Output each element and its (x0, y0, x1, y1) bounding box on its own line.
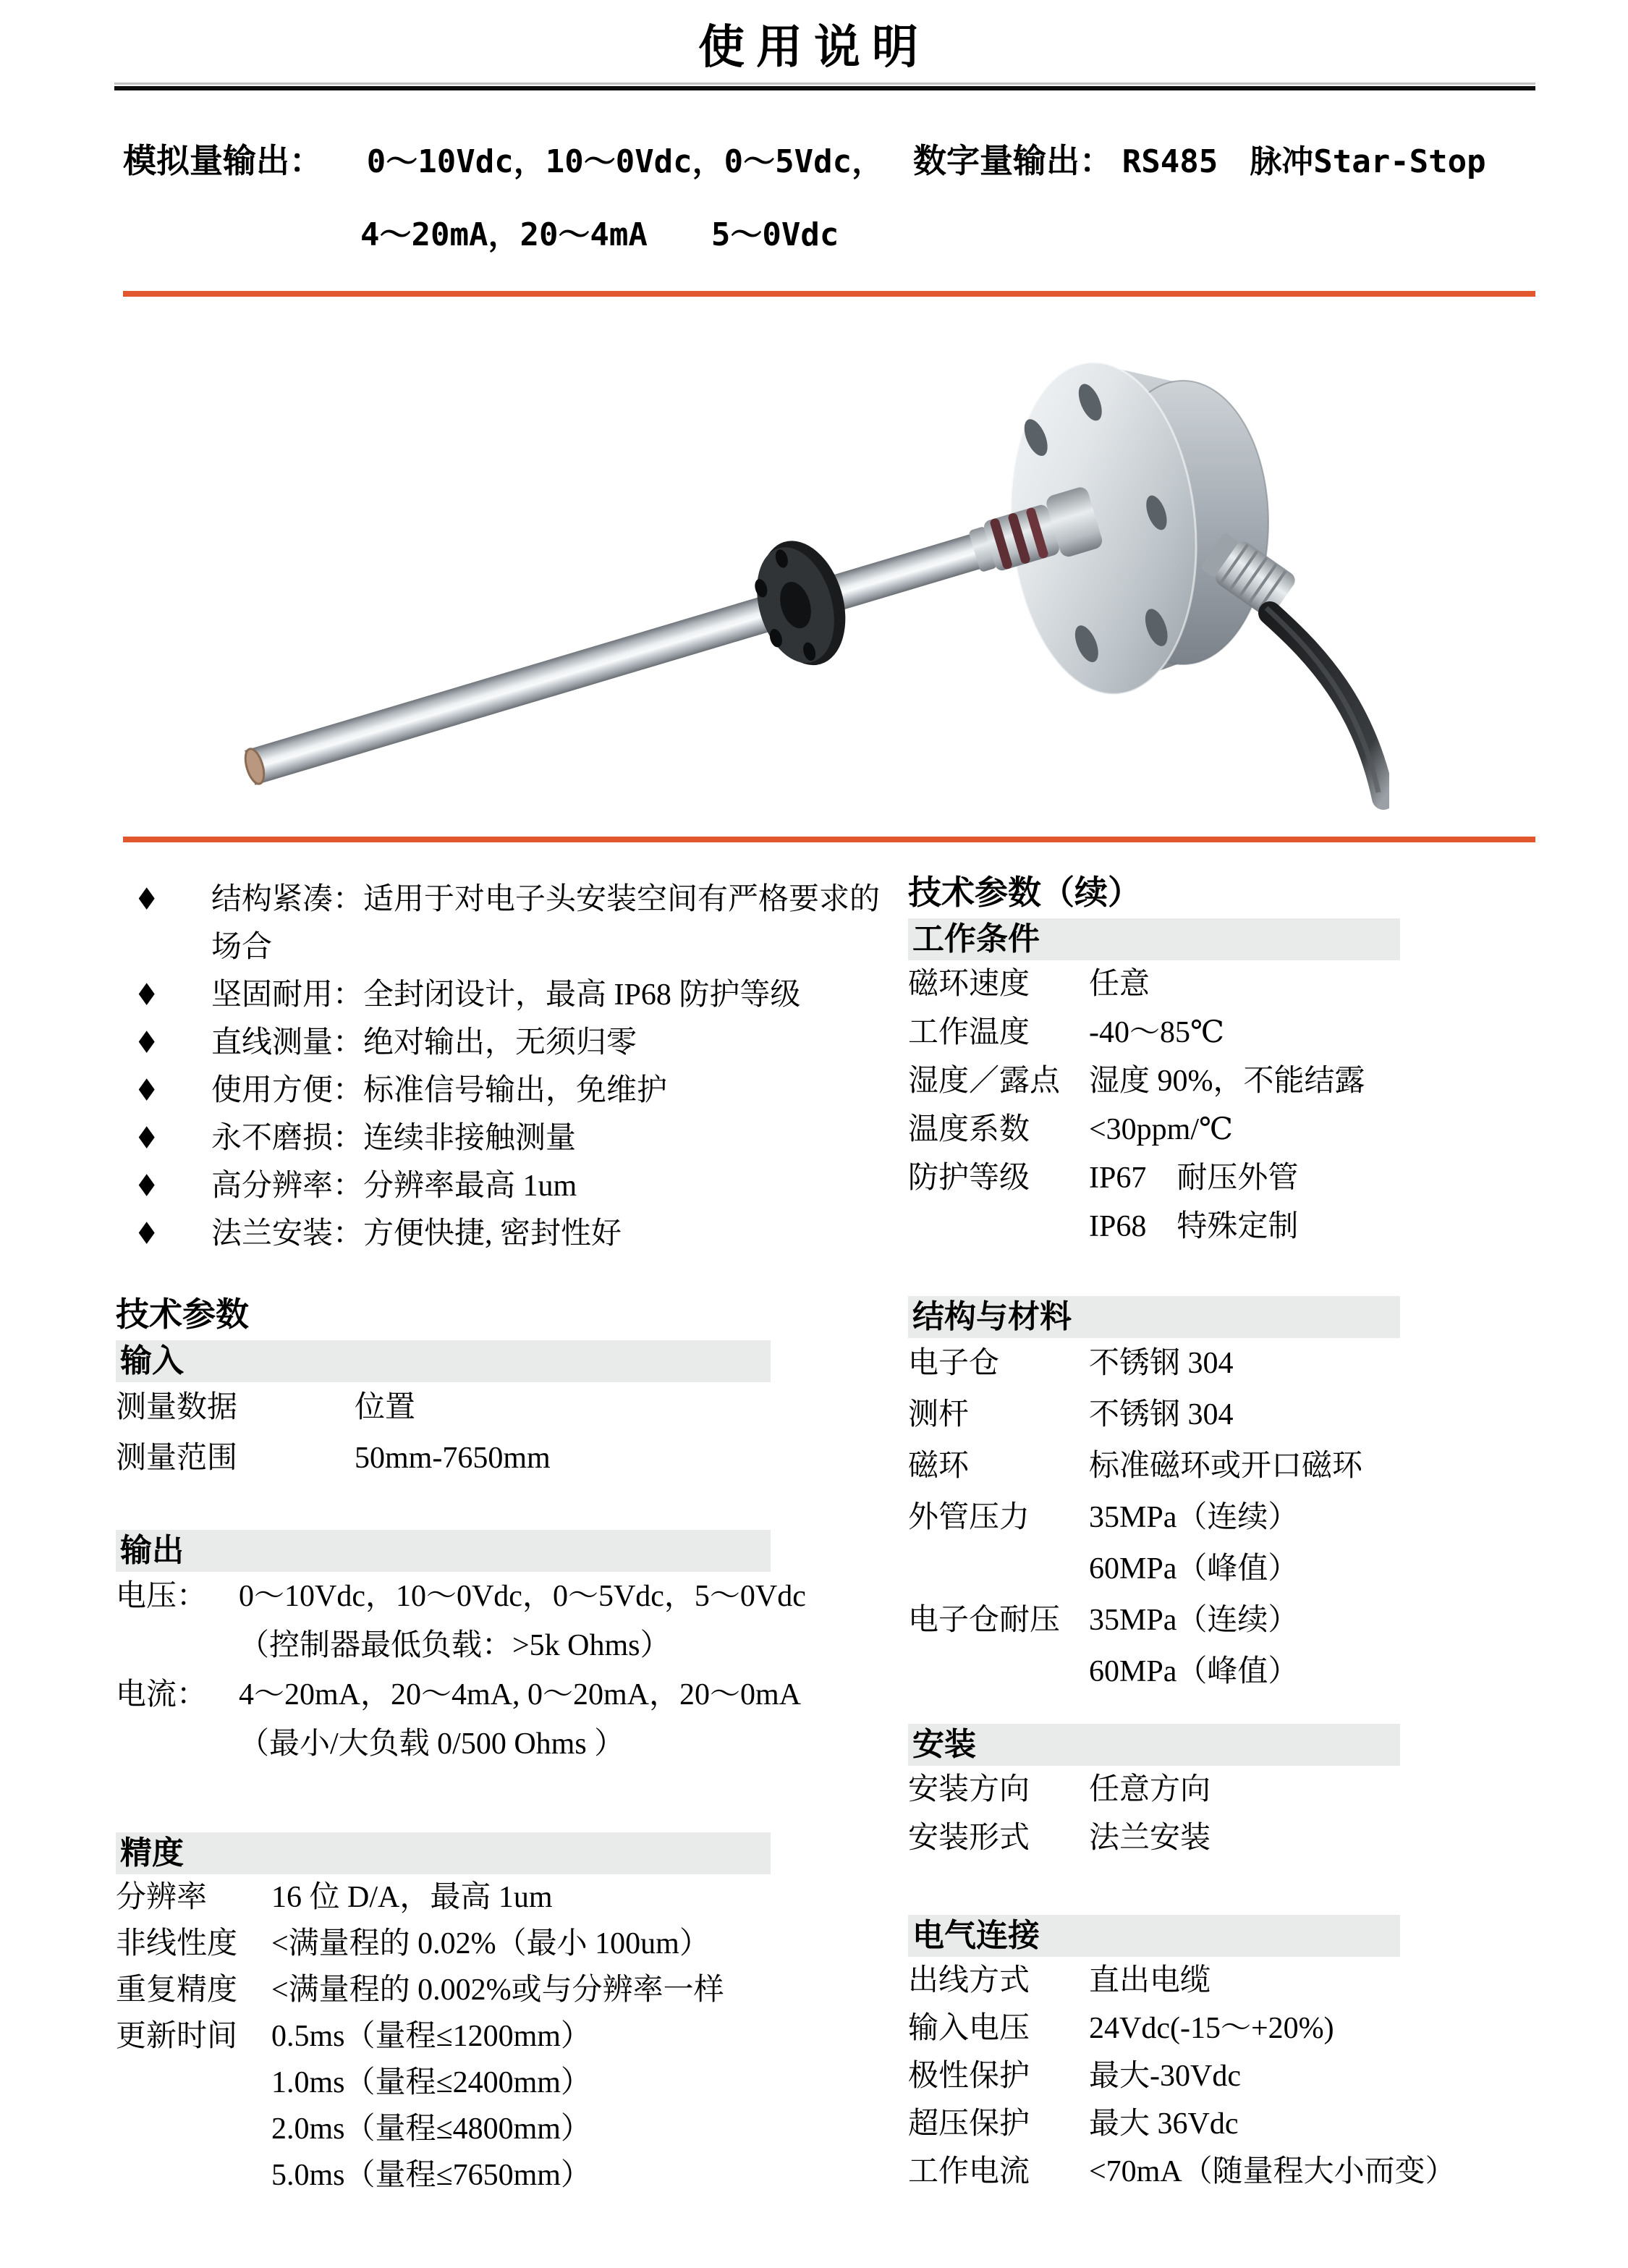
ring-magnet (742, 530, 859, 677)
param-label: 工作电流 (908, 2155, 1030, 2188)
param-value: 5.0ms（量程≤7650mm） (271, 2159, 591, 2192)
feature-item (123, 1112, 789, 1159)
analog-output-row-2 (360, 208, 839, 255)
param-row (908, 1766, 1400, 1814)
section-header-operating-conditions: 工作条件 (908, 918, 1400, 960)
tech-params-continued-heading: 技术参数（续） (908, 874, 1141, 911)
param-label: 测量范围 (116, 1442, 238, 1475)
measuring-rod (245, 512, 1052, 784)
param-label: 更新时间 (116, 2020, 238, 2053)
param-row (908, 1544, 1400, 1595)
digital-output-row (913, 135, 1486, 182)
section-header-mounting: 安装 (908, 1724, 1400, 1766)
analog-output-row (123, 135, 883, 182)
param-value: 位置 (355, 1391, 416, 1424)
feature-text: 结构紧凑：适用于对电子头安装空间有严格要求的 (211, 883, 881, 916)
param-value: 50mm-7650mm (355, 1442, 551, 1475)
param-label (116, 1621, 239, 1670)
param-row (116, 1719, 771, 1769)
diamond-bullet-icon: ◆ (138, 1023, 155, 1057)
sensor-rod-group (229, 454, 1113, 829)
param-row (908, 1957, 1400, 2005)
param-value: 16 位 D/A，最高 1um (271, 1881, 553, 1914)
section-header-electrical: 电气连接 (908, 1915, 1400, 1957)
param-label: 电子仓耐压 (908, 1604, 1061, 1637)
diamond-bullet-icon: ◆ (138, 976, 155, 1009)
param-label: 输入电压 (908, 2012, 1030, 2045)
param-value: <满量程的 0.02%（最小 100um） (271, 1927, 710, 1960)
param-value: 最大-30Vdc (1089, 2060, 1241, 2093)
param-value: <70mA（随量程大小而变） (1089, 2155, 1456, 2188)
orange-rule-top (123, 291, 1535, 297)
orange-rule-bottom (123, 837, 1535, 842)
param-row (908, 960, 1400, 1009)
param-row (908, 1057, 1400, 1106)
section-header-input: 输入 (116, 1340, 771, 1382)
diamond-bullet-icon: ◆ (138, 1214, 155, 1248)
tech-params-heading: 技术参数 (116, 1296, 249, 1333)
param-row (908, 2148, 1456, 2196)
param-row (908, 1009, 1400, 1057)
param-row (116, 1433, 771, 1484)
param-row (908, 1492, 1400, 1544)
feature-item (123, 873, 881, 921)
param-label: 电压： (116, 1580, 208, 1613)
diamond-bullet-icon: ◆ (138, 880, 155, 913)
feature-text: 法兰安装：方便快捷, 密封性好 (211, 1217, 622, 1251)
param-row (908, 1106, 1400, 1154)
param-label: 温度系数 (908, 1113, 1030, 1146)
param-value: 35MPa（连续） (1089, 1604, 1299, 1637)
param-label: 极性保护 (908, 2060, 1030, 2093)
param-row (116, 1621, 771, 1670)
feature-item (123, 968, 801, 1016)
param-row (116, 1382, 771, 1433)
param-label: 湿度／露点 (908, 1065, 1061, 1098)
param-value: 最大 36Vdc (1089, 2107, 1239, 2141)
feature-text: 坚固耐用：全封闭设计，最高 IP68 防护等级 (211, 978, 801, 1012)
param-value: 法兰安装 (1089, 1821, 1211, 1855)
section-operating-rows (908, 960, 1400, 1251)
feature-text: 场合 (211, 931, 273, 964)
feature-item-continuation (123, 921, 789, 968)
diamond-bullet-icon: ◆ (138, 1167, 155, 1200)
param-value: 2.0ms（量程≤4800mm） (271, 2112, 591, 2146)
param-value: 24Vdc(-15～+20%) (1089, 2012, 1334, 2045)
section-header-accuracy: 精度 (116, 1832, 771, 1874)
section-input-rows (116, 1382, 771, 1484)
param-value: 湿度 90%，不能结露 (1089, 1065, 1365, 1098)
param-label: 磁环速度 (908, 968, 1030, 1001)
param-row (908, 1338, 1400, 1389)
param-value: <30ppm/℃ (1089, 1113, 1234, 1146)
param-value: 任意方向 (1089, 1773, 1211, 1806)
section-accuracy-rows (116, 1874, 771, 2199)
param-value: 标准磁环或开口磁环 (1089, 1450, 1363, 1483)
param-value: IP67 耐压外管 (1089, 1161, 1299, 1195)
param-row (908, 1646, 1400, 1698)
param-value: <满量程的 0.002%或与分辨率一样 (271, 1973, 724, 2007)
param-row (116, 1874, 771, 1921)
param-label (908, 1646, 1089, 1698)
param-row (908, 1814, 1400, 1863)
section-output-rows (116, 1572, 806, 1769)
title-rule-black (114, 86, 1535, 90)
digital-output-label: 数字量输出： (913, 142, 1113, 179)
param-value: 60MPa（峰值） (1089, 1552, 1299, 1586)
param-row (908, 1389, 1400, 1441)
param-value: 直出电缆 (1089, 1964, 1211, 1997)
param-value: 1.0ms（量程≤2400mm） (271, 2066, 591, 2099)
section-mounting-rows (908, 1766, 1400, 1863)
param-label: 安装形式 (908, 1821, 1030, 1855)
param-value: 不锈钢 304 (1089, 1398, 1234, 1431)
param-label (908, 1203, 1089, 1251)
param-label: 分辨率 (116, 1881, 208, 1914)
param-value: 0.5ms（量程≤1200mm） (271, 2020, 591, 2053)
feature-item (123, 1207, 789, 1255)
param-label: 测杆 (908, 1398, 970, 1431)
page-title: 使用说明 (698, 21, 930, 73)
feature-text: 直线测量：绝对输出，无须归零 (211, 1026, 637, 1059)
param-label: 外管压力 (908, 1501, 1030, 1534)
param-value: 4～20mA，20～4mA, 0～20mA，20～0mA (239, 1678, 802, 1711)
param-value: IP68 特殊定制 (1089, 1210, 1299, 1243)
param-value: 任意 (1089, 968, 1150, 1001)
param-row (116, 2106, 771, 2152)
param-value: （最小/大负载 0/500 Ohms ） (239, 1727, 625, 1761)
param-label (116, 2106, 271, 2152)
param-label (116, 1719, 239, 1769)
param-label: 电子仓 (908, 1347, 1000, 1380)
feature-list (123, 873, 881, 1255)
param-value: 35MPa（连续） (1089, 1501, 1299, 1534)
feature-text: 使用方便：标准信号输出，免维护 (211, 1074, 668, 1107)
param-label: 防护等级 (908, 1161, 1030, 1195)
analog-output-values-2: 4～20mA，20～4mA 5～0Vdc (360, 216, 839, 253)
feature-text: 永不磨损：连续非接触测量 (211, 1122, 577, 1155)
feature-item (123, 1016, 789, 1064)
section-header-materials: 结构与材料 (908, 1296, 1400, 1338)
feature-text: 高分辨率：分辨率最高 1um (211, 1169, 577, 1203)
diamond-bullet-icon: ◆ (138, 1119, 155, 1152)
param-row (908, 2100, 1400, 2148)
param-value: 不锈钢 304 (1089, 1347, 1234, 1380)
tech-params-continued-column (908, 872, 1456, 2196)
param-row (908, 2005, 1400, 2052)
analog-output-label: 模拟量输出： (123, 142, 323, 179)
param-row (908, 1154, 1400, 1203)
param-row (908, 2052, 1400, 2100)
param-row (908, 1595, 1400, 1646)
section-materials-rows (908, 1338, 1400, 1698)
param-row (116, 1670, 802, 1719)
param-value: 0～10Vdc，10～0Vdc，0～5Vdc，5～0Vdc (239, 1580, 806, 1613)
param-label: 工作温度 (908, 1016, 1030, 1049)
param-row (116, 2013, 771, 2060)
tech-params-column (116, 1294, 806, 2199)
analog-output-values-1: 0～10Vdc，10～0Vdc，0～5Vdc， (366, 143, 884, 180)
param-row (116, 2152, 771, 2199)
section-electrical-rows (908, 1957, 1456, 2196)
param-label: 重复精度 (116, 1973, 238, 2007)
param-value: -40～85℃ (1089, 1016, 1224, 1049)
digital-output-values: RS485 脉冲Star-Stop (1122, 143, 1486, 180)
param-row (116, 1921, 771, 1967)
param-row (116, 1572, 806, 1621)
param-label: 电流： (116, 1678, 208, 1711)
param-label: 测量数据 (116, 1391, 238, 1424)
param-row (908, 1441, 1400, 1492)
feature-item (123, 1064, 789, 1112)
param-value: 60MPa（峰值） (1089, 1655, 1299, 1688)
param-row (116, 1967, 771, 2013)
param-label: 出线方式 (908, 1964, 1030, 1997)
title-rule-gray (114, 82, 1535, 85)
section-header-output: 输出 (116, 1530, 771, 1572)
param-label (908, 1544, 1089, 1595)
param-label: 超压保护 (908, 2107, 1030, 2141)
param-label (116, 2060, 271, 2106)
param-label: 安装方向 (908, 1773, 1030, 1806)
param-label (116, 2152, 271, 2199)
product-photo (217, 315, 1389, 832)
param-row (116, 2060, 771, 2106)
param-row (908, 1203, 1400, 1251)
diamond-bullet-icon: ◆ (138, 1071, 155, 1104)
feature-item (123, 1159, 789, 1207)
output-cable (1270, 613, 1383, 798)
param-value: （控制器最低负载：>5k Ohms） (239, 1629, 671, 1662)
param-label: 磁环 (908, 1450, 970, 1483)
param-label: 非线性度 (116, 1927, 238, 1960)
